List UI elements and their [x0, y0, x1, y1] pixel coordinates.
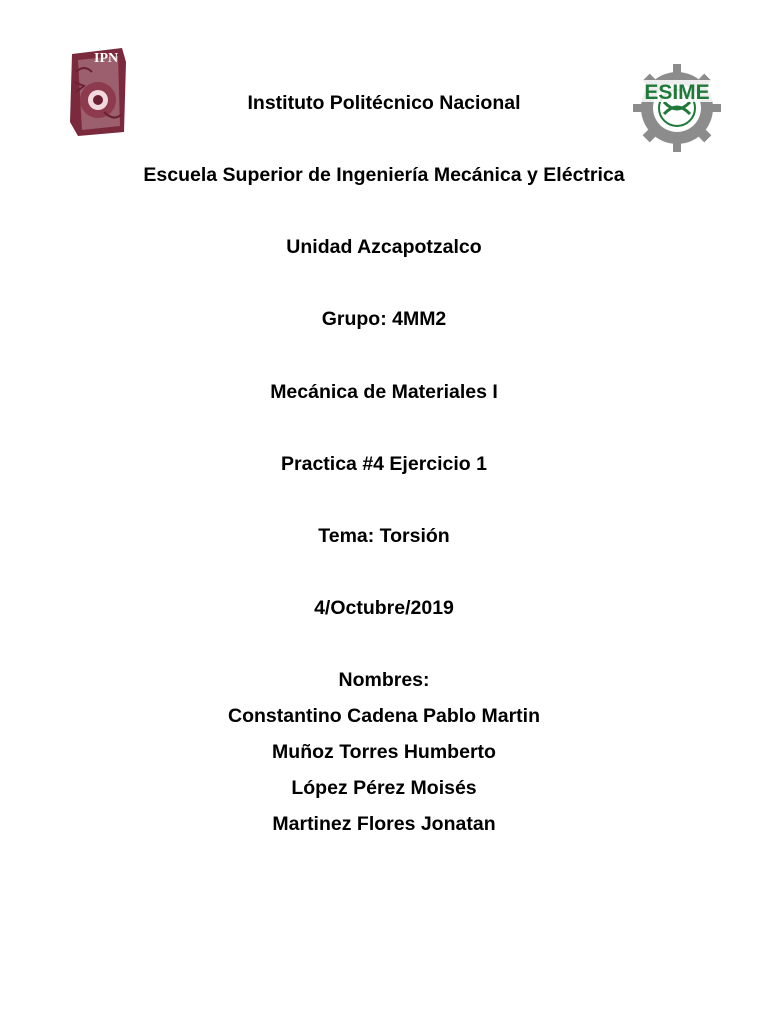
school-name: Escuela Superior de Ingeniería Mecánica y Eléctrica: [143, 164, 625, 186]
author-name: Constantino Cadena Pablo Martin: [227, 705, 541, 727]
author-name: Muñoz Torres Humberto: [272, 741, 496, 763]
practice-title: Practica #4 Ejercicio 1: [281, 453, 487, 475]
subject-title: Mecánica de Materiales I: [270, 381, 498, 403]
author-name: Martinez Flores Jonatan: [272, 813, 496, 835]
names-heading: Nombres:: [338, 669, 430, 691]
unit-name: Unidad Azcapotzalco: [286, 236, 482, 258]
group-label: Grupo: 4MM2: [321, 308, 447, 330]
author-name: López Pérez Moisés: [291, 777, 477, 799]
esime-logo-text: ESIME: [644, 81, 710, 104]
topic-title: Tema: Torsión: [318, 525, 450, 547]
institution-name: Instituto Politécnico Nacional: [247, 92, 521, 114]
ipn-logo-text: IPN: [94, 51, 119, 66]
document-date: 4/Octubre/2019: [314, 597, 454, 619]
